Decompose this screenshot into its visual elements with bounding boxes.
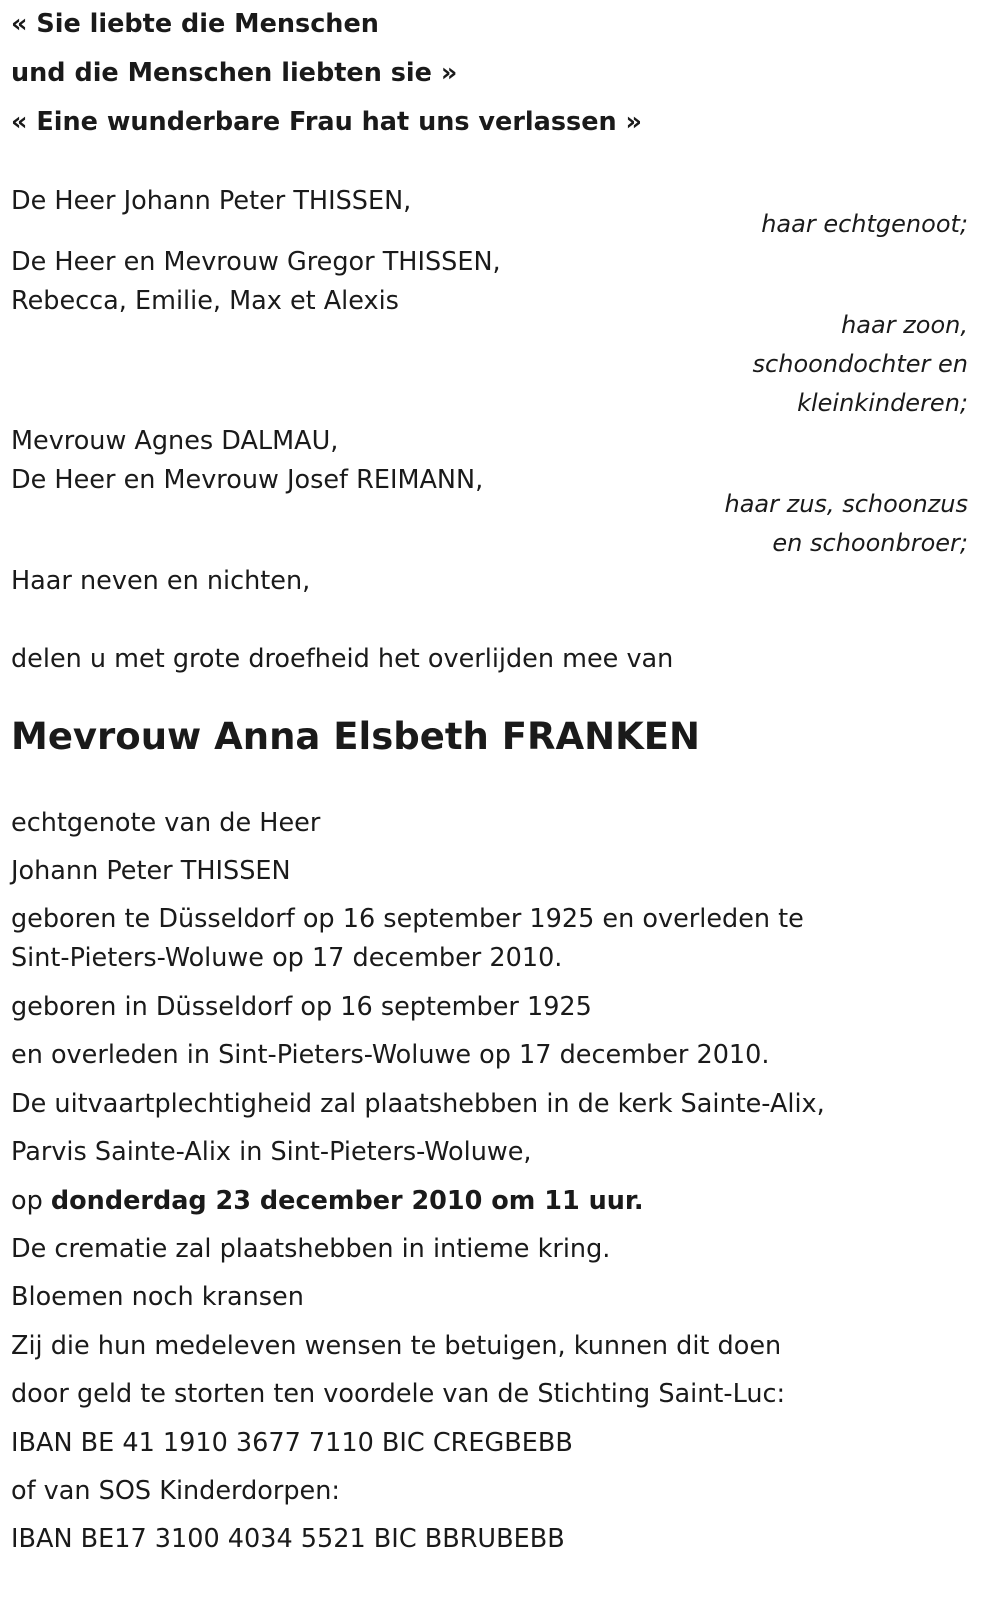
family-grandchildren: Rebecca, Emilie, Max et Alexis xyxy=(11,286,399,316)
spouse-line-1: echtgenote van de Heer xyxy=(11,808,321,838)
deceased-name: Mevrouw Anna Elsbeth FRANKEN xyxy=(11,715,701,758)
funeral-line-1: De uitvaartplechtigheid zal plaatshebben in de kerk Sainte-Alix, xyxy=(11,1089,825,1119)
born-died-line-1: geboren te Düsseldorf op 16 september 1925 en overleden te xyxy=(11,904,804,934)
family-son: De Heer en Mevrouw Gregor THISSEN, xyxy=(11,247,501,277)
born-in-line: geboren in Düsseldorf op 16 september 1925 xyxy=(11,992,592,1022)
family-son-role-2: schoondochter en xyxy=(752,350,968,378)
family-sister-role-2: en schoonbroer; xyxy=(772,529,968,557)
donation-line-2: door geld te storten ten voordele van de Stichting Saint-Luc: xyxy=(11,1379,786,1409)
family-brother-in-law: De Heer en Mevrouw Josef REIMANN, xyxy=(11,465,484,495)
family-son-role-1: haar zoon, xyxy=(841,311,968,339)
family-son-role-3: kleinkinderen; xyxy=(797,389,968,417)
funeral-date-line xyxy=(11,1186,644,1216)
cremation-line: De crematie zal plaatshebben in intieme kring. xyxy=(11,1234,611,1264)
quote-line-1: « Sie liebte die Menschen xyxy=(11,9,379,39)
funeral-date-prefix: op xyxy=(11,1186,43,1216)
family-husband: De Heer Johann Peter THISSEN, xyxy=(11,186,412,216)
iban-saint-luc: IBAN BE 41 1910 3677 7110 BIC CREGBEBB xyxy=(11,1428,573,1458)
flowers-line: Bloemen noch kransen xyxy=(11,1282,304,1312)
quote-line-3: « Eine wunderbare Frau hat uns verlassen » xyxy=(11,107,643,137)
family-nephews: Haar neven en nichten, xyxy=(11,566,311,596)
donation-line-1: Zij die hun medeleven wensen te betuigen, kunnen dit doen xyxy=(11,1331,782,1361)
iban-sos: IBAN BE17 3100 4034 5521 BIC BBRUBEBB xyxy=(11,1524,565,1554)
family-sister-role-1: haar zus, schoonzus xyxy=(724,490,968,518)
funeral-line-2: Parvis Sainte-Alix in Sint-Pieters-Woluwe, xyxy=(11,1137,532,1167)
sos-line: of van SOS Kinderdorpen: xyxy=(11,1476,340,1506)
spouse-line-2: Johann Peter THISSEN xyxy=(11,856,291,886)
announcement: delen u met grote droefheid het overlijden mee van xyxy=(11,644,674,674)
family-husband-role: haar echtgenoot; xyxy=(761,210,968,238)
quote-line-2: und die Menschen liebten sie » xyxy=(11,58,458,88)
born-died-line-2: Sint-Pieters-Woluwe op 17 december 2010. xyxy=(11,943,563,973)
died-in-line: en overleden in Sint-Pieters-Woluwe op 17 december 2010. xyxy=(11,1040,770,1070)
funeral-date: donderdag 23 december 2010 om 11 uur. xyxy=(50,1186,644,1216)
family-sister: Mevrouw Agnes DALMAU, xyxy=(11,426,339,456)
